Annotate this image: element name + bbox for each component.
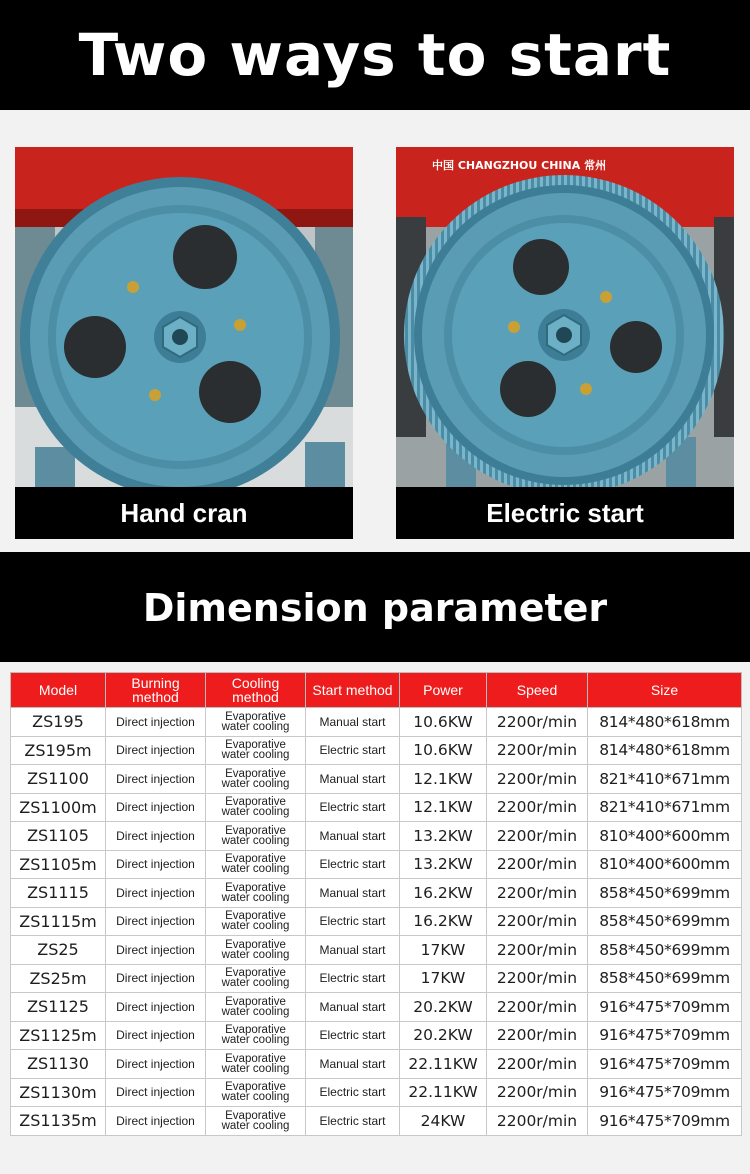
- size-cell: 814*480*618mm: [588, 708, 742, 737]
- model-cell: ZS1130m: [11, 1078, 106, 1107]
- parameter-table: [10, 672, 742, 1136]
- cooling-method-cell: [206, 1107, 306, 1136]
- model-cell: ZS1100: [11, 765, 106, 794]
- cooling-method-line: water cooling: [221, 834, 290, 847]
- burning-method-cell: Direct injection: [106, 793, 206, 822]
- size-cell: 858*450*699mm: [588, 936, 742, 965]
- speed-cell: 2200r/min: [487, 993, 588, 1022]
- power-cell: 12.1KW: [400, 793, 487, 822]
- cooling-method-line: Evaporative: [225, 796, 286, 809]
- start-method-cell: Manual start: [306, 1050, 400, 1079]
- electric-start-photo: [396, 147, 734, 539]
- table-header-row: [11, 673, 742, 708]
- hand-crank-flywheel-image: [15, 147, 353, 487]
- table-row: [11, 1107, 742, 1136]
- table-row: [11, 708, 742, 737]
- table-row: [11, 1078, 742, 1107]
- cooling-method-line: Evaporative: [225, 1052, 286, 1065]
- burning-method-cell: Direct injection: [106, 850, 206, 879]
- cooling-method-line: water cooling: [221, 1062, 290, 1075]
- size-cell: 916*475*709mm: [588, 1050, 742, 1079]
- cooling-method-cell: [206, 708, 306, 737]
- start-method-cell: Electric start: [306, 850, 400, 879]
- start-method-cell: Electric start: [306, 907, 400, 936]
- header-power: Power: [400, 673, 487, 708]
- cooling-method-cell: [206, 879, 306, 908]
- cooling-method-line: water cooling: [221, 920, 290, 933]
- cooling-method-line: water cooling: [221, 977, 290, 990]
- table-row: [11, 736, 742, 765]
- cooling-method-line: water cooling: [221, 1005, 290, 1018]
- burning-method-cell: Direct injection: [106, 993, 206, 1022]
- size-cell: 810*400*600mm: [588, 850, 742, 879]
- table-row: [11, 993, 742, 1022]
- size-cell: 858*450*699mm: [588, 879, 742, 908]
- speed-cell: 2200r/min: [487, 850, 588, 879]
- power-cell: 22.11KW: [400, 1050, 487, 1079]
- cooling-method-line: water cooling: [221, 806, 290, 819]
- cooling-method-line: Evaporative: [225, 710, 286, 723]
- model-cell: ZS1115: [11, 879, 106, 908]
- burning-method-cell: Direct injection: [106, 936, 206, 965]
- speed-cell: 2200r/min: [487, 907, 588, 936]
- burning-method-cell: Direct injection: [106, 1107, 206, 1136]
- page-title: Two ways to start: [78, 21, 672, 89]
- start-method-cell: Electric start: [306, 1107, 400, 1136]
- burning-method-cell: Direct injection: [106, 964, 206, 993]
- cooling-method-line: water cooling: [221, 863, 290, 876]
- table-row: [11, 879, 742, 908]
- model-cell: ZS195: [11, 708, 106, 737]
- burning-method-cell: Direct injection: [106, 708, 206, 737]
- start-method-cell: Electric start: [306, 1021, 400, 1050]
- header-size: Size: [588, 673, 742, 708]
- parameter-table-wrapper: [10, 672, 741, 1136]
- cooling-method-line: Evaporative: [225, 967, 286, 980]
- cooling-method-cell: [206, 964, 306, 993]
- brand-text: 中国 CHANGZHOU CHINA 常州: [432, 159, 607, 172]
- table-row: [11, 793, 742, 822]
- cooling-method-cell: [206, 850, 306, 879]
- table-row: [11, 822, 742, 851]
- table-row: [11, 765, 742, 794]
- speed-cell: 2200r/min: [487, 1050, 588, 1079]
- burning-method-cell: Direct injection: [106, 907, 206, 936]
- table-row: [11, 936, 742, 965]
- cooling-method-line: water cooling: [221, 749, 290, 762]
- power-cell: 17KW: [400, 936, 487, 965]
- power-cell: 16.2KW: [400, 907, 487, 936]
- start-method-cell: Manual start: [306, 822, 400, 851]
- burning-method-cell: Direct injection: [106, 822, 206, 851]
- start-method-cell: Electric start: [306, 1078, 400, 1107]
- burning-method-cell: Direct injection: [106, 1050, 206, 1079]
- cooling-method-cell: [206, 736, 306, 765]
- start-method-cell: Manual start: [306, 708, 400, 737]
- speed-cell: 2200r/min: [487, 1021, 588, 1050]
- cooling-method-line: water cooling: [221, 891, 290, 904]
- power-cell: 12.1KW: [400, 765, 487, 794]
- power-cell: 13.2KW: [400, 850, 487, 879]
- speed-cell: 2200r/min: [487, 736, 588, 765]
- size-cell: 821*410*671mm: [588, 793, 742, 822]
- cooling-method-line: water cooling: [221, 1091, 290, 1104]
- speed-cell: 2200r/min: [487, 1078, 588, 1107]
- speed-cell: 2200r/min: [487, 879, 588, 908]
- burning-method-cell: Direct injection: [106, 736, 206, 765]
- cooling-method-line: Evaporative: [225, 1024, 286, 1037]
- size-cell: 810*400*600mm: [588, 822, 742, 851]
- header-speed: Speed: [487, 673, 588, 708]
- speed-cell: 2200r/min: [487, 822, 588, 851]
- cooling-method-line: water cooling: [221, 1119, 290, 1132]
- size-cell: 821*410*671mm: [588, 765, 742, 794]
- cooling-method-cell: [206, 1078, 306, 1107]
- hand-crank-caption: Hand cran: [120, 498, 248, 528]
- cooling-method-cell: [206, 765, 306, 794]
- size-cell: 858*450*699mm: [588, 907, 742, 936]
- speed-cell: 2200r/min: [487, 936, 588, 965]
- power-cell: 10.6KW: [400, 708, 487, 737]
- table-body: [11, 708, 742, 1136]
- power-cell: 24KW: [400, 1107, 487, 1136]
- start-method-cell: Electric start: [306, 736, 400, 765]
- power-cell: 17KW: [400, 964, 487, 993]
- start-method-cell: Manual start: [306, 879, 400, 908]
- model-cell: ZS25: [11, 936, 106, 965]
- size-cell: 814*480*618mm: [588, 736, 742, 765]
- model-cell: ZS1125m: [11, 1021, 106, 1050]
- burning-method-cell: Direct injection: [106, 1078, 206, 1107]
- speed-cell: 2200r/min: [487, 1107, 588, 1136]
- cooling-method-line: Evaporative: [225, 910, 286, 923]
- burning-method-cell: Direct injection: [106, 1021, 206, 1050]
- header-model: Model: [11, 673, 106, 708]
- header-burning-method: Burning method: [106, 673, 206, 708]
- cooling-method-cell: [206, 793, 306, 822]
- electric-start-flywheel-image: [396, 147, 734, 487]
- cooling-method-line: water cooling: [221, 777, 290, 790]
- hand-crank-photo: [15, 147, 353, 539]
- cooling-method-cell: [206, 907, 306, 936]
- size-cell: 916*475*709mm: [588, 993, 742, 1022]
- cooling-method-cell: [206, 936, 306, 965]
- size-cell: 858*450*699mm: [588, 964, 742, 993]
- start-method-cell: Electric start: [306, 964, 400, 993]
- table-row: [11, 1021, 742, 1050]
- cooling-method-cell: [206, 993, 306, 1022]
- model-cell: ZS1105: [11, 822, 106, 851]
- speed-cell: 2200r/min: [487, 964, 588, 993]
- cooling-method-line: water cooling: [221, 1034, 290, 1047]
- cooling-method-line: Evaporative: [225, 881, 286, 894]
- table-row: [11, 907, 742, 936]
- cooling-method-line: Evaporative: [225, 767, 286, 780]
- power-cell: 10.6KW: [400, 736, 487, 765]
- model-cell: ZS1125: [11, 993, 106, 1022]
- model-cell: ZS25m: [11, 964, 106, 993]
- header-cooling-method: Cooling method: [206, 673, 306, 708]
- speed-cell: 2200r/min: [487, 765, 588, 794]
- burning-method-cell: Direct injection: [106, 765, 206, 794]
- cooling-method-line: Evaporative: [225, 995, 286, 1008]
- model-cell: ZS1130: [11, 1050, 106, 1079]
- start-method-cell: Manual start: [306, 936, 400, 965]
- model-cell: ZS1100m: [11, 793, 106, 822]
- burning-method-cell: Direct injection: [106, 879, 206, 908]
- speed-cell: 2200r/min: [487, 793, 588, 822]
- model-cell: ZS1115m: [11, 907, 106, 936]
- start-method-cell: Manual start: [306, 993, 400, 1022]
- size-cell: 916*475*709mm: [588, 1021, 742, 1050]
- cooling-method-line: water cooling: [221, 948, 290, 961]
- start-method-cell: Manual start: [306, 765, 400, 794]
- model-cell: ZS1105m: [11, 850, 106, 879]
- power-cell: 13.2KW: [400, 822, 487, 851]
- cooling-method-line: Evaporative: [225, 1081, 286, 1094]
- section-title: Dimension parameter: [142, 586, 608, 630]
- power-cell: 20.2KW: [400, 1021, 487, 1050]
- size-cell: 916*475*709mm: [588, 1078, 742, 1107]
- table-row: [11, 850, 742, 879]
- cooling-method-line: water cooling: [221, 720, 290, 733]
- power-cell: 20.2KW: [400, 993, 487, 1022]
- cooling-method-cell: [206, 822, 306, 851]
- table-row: [11, 964, 742, 993]
- speed-cell: 2200r/min: [487, 708, 588, 737]
- cooling-method-line: Evaporative: [225, 853, 286, 866]
- cooling-method-cell: [206, 1021, 306, 1050]
- table-row: [11, 1050, 742, 1079]
- cooling-method-line: Evaporative: [225, 739, 286, 752]
- size-cell: 916*475*709mm: [588, 1107, 742, 1136]
- cooling-method-line: Evaporative: [225, 938, 286, 951]
- model-cell: ZS195m: [11, 736, 106, 765]
- title-banner: [0, 0, 750, 110]
- cooling-method-cell: [206, 1050, 306, 1079]
- header-start-method: Start method: [306, 673, 400, 708]
- section-banner: [0, 552, 750, 662]
- power-cell: 16.2KW: [400, 879, 487, 908]
- cooling-method-line: Evaporative: [225, 824, 286, 837]
- cooling-method-line: Evaporative: [225, 1109, 286, 1122]
- start-method-cell: Electric start: [306, 793, 400, 822]
- power-cell: 22.11KW: [400, 1078, 487, 1107]
- model-cell: ZS1135m: [11, 1107, 106, 1136]
- electric-start-caption: Electric start: [486, 498, 644, 528]
